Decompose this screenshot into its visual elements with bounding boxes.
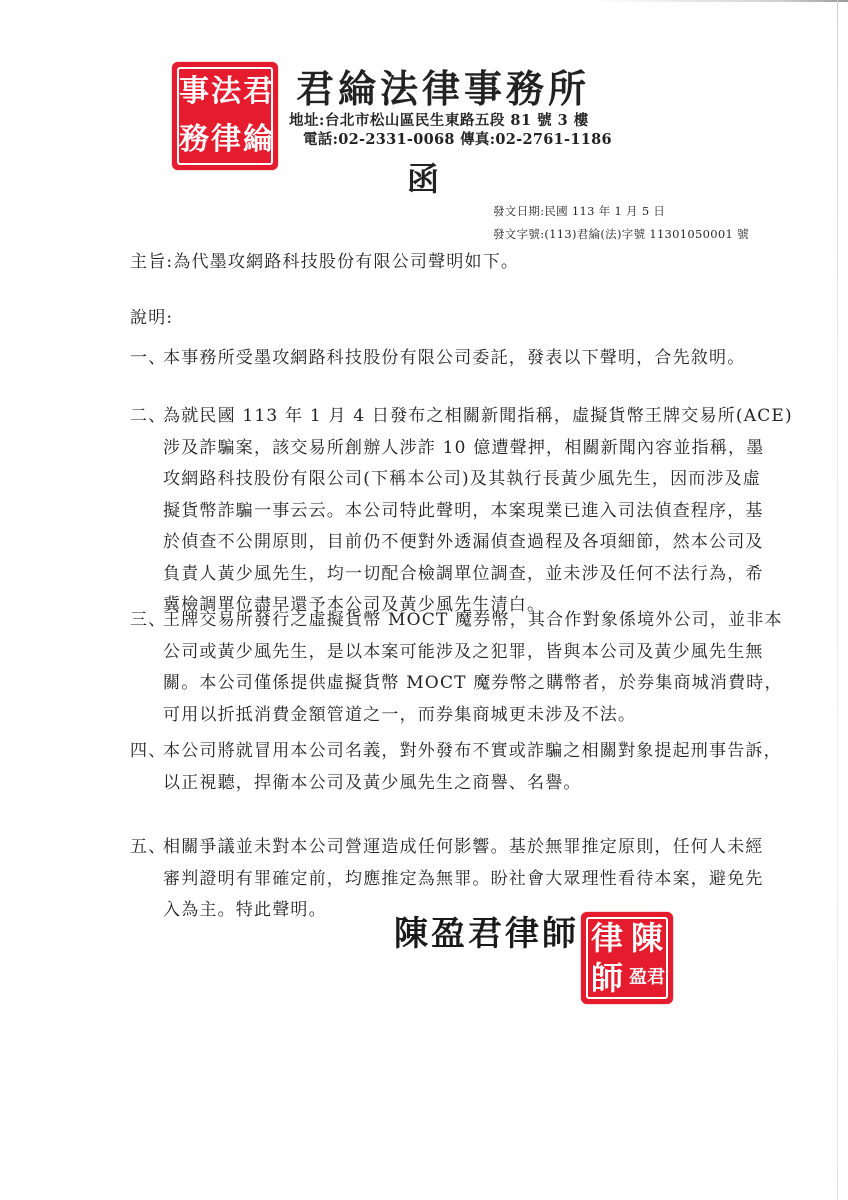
item-line: 公司或黃少風先生，是以本案可能涉及之犯罪，皆與本公司及黃少風先生無 [163, 641, 764, 662]
item-line: 為就民國 113 年 1 月 4 日發布之相關新聞指稱，虛擬貨幣王牌交易所(ACE) [163, 406, 793, 426]
item-line: 攻網路科技股份有限公司(下稱本公司)及其執行長黃少風先生，因而涉及虛 [163, 469, 762, 489]
item-number: 二、 [130, 406, 167, 426]
lawyer-signature: 陳盈君律師 [394, 914, 579, 954]
seal-glyph: 務 [179, 122, 209, 157]
item-number: 四、 [130, 741, 167, 761]
item-line: 王牌交易所發行之虛擬貨幣 MOCT 魔券幣，其合作對象係境外公司，並非本 [163, 610, 783, 630]
lawyer-seal [581, 912, 673, 1004]
item-line: 於偵查不公開原則，目前仍不便對外透漏偵查過程及各項細節，然本公司及 [163, 532, 764, 552]
statement-item-2 [130, 401, 793, 622]
firm-phone-fax: 電話:02-2331-0068 傳真:02-2761-1186 [303, 131, 612, 148]
statement-item-1 [130, 343, 745, 375]
item-line: 以正視聽，捍衛本公司及黃少風先生之商譽、名譽。 [163, 772, 582, 793]
seal-glyph: 法 [211, 74, 241, 109]
document-type: 函 [407, 160, 440, 198]
seal-glyph: 律 [590, 919, 623, 957]
statement-item-3 [130, 605, 783, 731]
subject-line: 主旨:為代墨攻網路科技股份有限公司聲明如下。 [130, 252, 520, 272]
item-line: 可用以折抵消費金額管道之一，而券集商城更未涉及不法。 [163, 704, 637, 725]
seal-glyph: 師 [590, 959, 623, 997]
firm-address: 地址:台北市松山區民生東路五段 81 號 3 樓 [289, 112, 589, 129]
firm-name: 君綸法律事務所 [296, 67, 591, 111]
scan-top-edge [0, 0, 848, 2]
item-number: 三、 [130, 610, 167, 630]
item-line: 負責人黃少風先生，均一切配合檢調單位調查，並未涉及任何不法行為，希 [163, 563, 764, 584]
item-line: 審判證明有罪確定前，均應推定為無罪。盼社會大眾理性看待本案，避免先 [163, 868, 764, 889]
scan-page-edge [837, 0, 838, 1200]
reference-number: 發文字號:(113)君綸(法)字號 11301050001 號 [493, 227, 749, 241]
explanation-heading: 說明: [130, 308, 174, 328]
seal-glyph: 盈君 [629, 967, 665, 988]
item-number: 一、 [130, 348, 167, 368]
item-line: 相關爭議並未對本公司營運造成任何影響。基於無罪推定原則，任何人未經 [163, 837, 764, 857]
item-line: 涉及詐騙案，該交易所創辦人涉詐 10 億遭聲押，相關新聞內容並指稱，墨 [163, 437, 765, 458]
item-line: 本事務所受墨攻網路科技股份有限公司委託，發表以下聲明，合先敘明。 [163, 348, 746, 368]
item-line: 擬貨幣詐騙一事云云。本公司特此聲明，本案現業已進入司法偵查程序，基 [163, 500, 764, 521]
seal-glyph: 陳 [630, 919, 663, 957]
seal-glyph: 君 [243, 74, 273, 109]
item-line: 入為主。特此聲明。 [163, 900, 327, 920]
issue-date: 發文日期:民國 113 年 1 月 5 日 [493, 204, 666, 218]
seal-glyph: 事 [179, 74, 209, 109]
law-firm-seal [172, 62, 278, 170]
item-line: 本公司將就冒用本公司名義，對外發布不實或詐騙之相關對象提起刑事告訴， [163, 741, 782, 761]
item-line: 關。本公司僅係提供虛擬貨幣 MOCT 魔券幣之購幣者，於券集商城消費時， [163, 673, 783, 693]
seal-glyph: 綸 [243, 122, 273, 157]
seal-glyph: 律 [211, 122, 241, 157]
statement-item-4 [130, 736, 782, 799]
item-number: 五、 [130, 837, 167, 857]
item-line: 冀檢調單位盡早還予本公司及黃少風先生清白。 [163, 595, 546, 615]
